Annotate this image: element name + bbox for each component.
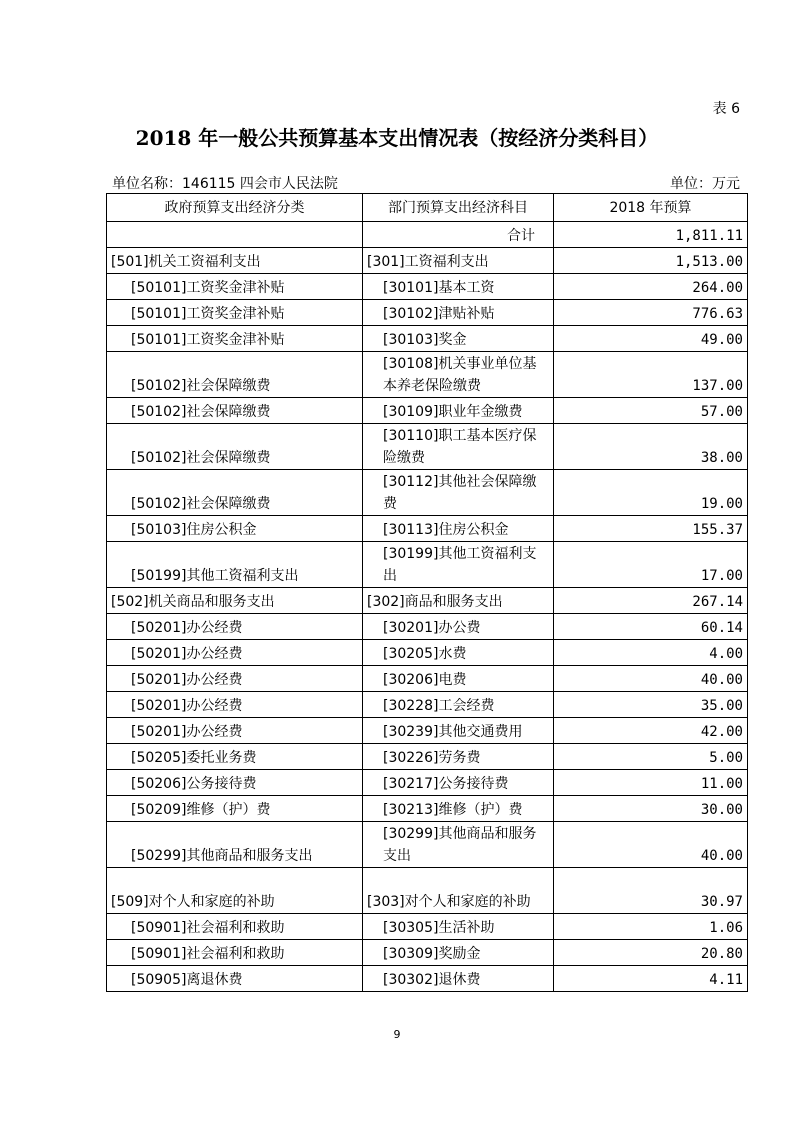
table-row xyxy=(107,588,748,614)
table-row xyxy=(107,718,748,744)
dept-item-cell: [30102]津贴补贴 xyxy=(363,300,554,326)
dept-item-cell: [30103]奖金 xyxy=(363,326,554,352)
dept-item-cell: [301]工资福利支出 xyxy=(363,248,554,274)
dept-item-cell: [30302]退休费 xyxy=(363,966,554,992)
table-row xyxy=(107,966,748,992)
table-row xyxy=(107,326,748,352)
dept-item-cell: [30205]水费 xyxy=(363,640,554,666)
budget-amount-cell: 30.97 xyxy=(554,868,748,914)
budget-amount-cell: 11.00 xyxy=(554,770,748,796)
column-header-budget: 2018 年预算 xyxy=(554,194,748,222)
table-row xyxy=(107,470,748,516)
gov-category-cell: [502]机关商品和服务支出 xyxy=(107,588,363,614)
table-row xyxy=(107,398,748,424)
dept-item-cell: [30201]办公费 xyxy=(363,614,554,640)
dept-item-cell: [30213]维修（护）费 xyxy=(363,796,554,822)
budget-amount-cell: 42.00 xyxy=(554,718,748,744)
gov-category-cell: [50102]社会保障缴费 xyxy=(107,398,363,424)
table-row xyxy=(107,744,748,770)
budget-amount-cell: 267.14 xyxy=(554,588,748,614)
gov-category-cell: [50201]办公经费 xyxy=(107,718,363,744)
table-row xyxy=(107,248,748,274)
total-label: 合计 xyxy=(363,222,554,248)
budget-amount-cell: 35.00 xyxy=(554,692,748,718)
budget-amount-cell: 30.00 xyxy=(554,796,748,822)
table-row xyxy=(107,424,748,470)
budget-amount-cell: 4.11 xyxy=(554,966,748,992)
gov-category-cell: [501]机关工资福利支出 xyxy=(107,248,363,274)
budget-amount-cell: 137.00 xyxy=(554,352,748,398)
budget-amount-cell: 155.37 xyxy=(554,516,748,542)
budget-amount-cell: 57.00 xyxy=(554,398,748,424)
budget-amount-cell: 5.00 xyxy=(554,744,748,770)
gov-category-cell: [50201]办公经费 xyxy=(107,692,363,718)
budget-amount-cell: 40.00 xyxy=(554,666,748,692)
table-row xyxy=(107,822,748,868)
dept-item-cell: [30199]其他工资福利支出 xyxy=(363,542,554,588)
dept-item-cell: [30299]其他商品和服务支出 xyxy=(363,822,554,868)
gov-category-cell: [50101]工资奖金津补贴 xyxy=(107,274,363,300)
dept-item-cell: [30228]工会经费 xyxy=(363,692,554,718)
table-row xyxy=(107,666,748,692)
dept-item-cell: [30109]职业年金缴费 xyxy=(363,398,554,424)
gov-category-cell: [50101]工资奖金津补贴 xyxy=(107,300,363,326)
gov-category-cell: [50103]住房公积金 xyxy=(107,516,363,542)
dept-item-cell: [30110]职工基本医疗保险缴费 xyxy=(363,424,554,470)
table-row xyxy=(107,796,748,822)
dept-item-cell: [30226]劳务费 xyxy=(363,744,554,770)
gov-category-cell: [50905]离退休费 xyxy=(107,966,363,992)
budget-amount-cell: 40.00 xyxy=(554,822,748,868)
gov-category-cell: [50205]委托业务费 xyxy=(107,744,363,770)
table-row xyxy=(107,770,748,796)
dept-item-cell: [30112]其他社会保障缴费 xyxy=(363,470,554,516)
dept-item-cell: [30305]生活补助 xyxy=(363,914,554,940)
budget-amount-cell: 776.63 xyxy=(554,300,748,326)
gov-category-cell: [50201]办公经费 xyxy=(107,640,363,666)
gov-category-cell: [50901]社会福利和救助 xyxy=(107,940,363,966)
table-number: 表 6 xyxy=(712,101,740,117)
unit-name: 单位名称：146115 四会市人民法院 xyxy=(112,176,338,192)
dept-item-cell: [30101]基本工资 xyxy=(363,274,554,300)
budget-amount-cell: 38.00 xyxy=(554,424,748,470)
budget-amount-cell: 4.00 xyxy=(554,640,748,666)
table-row xyxy=(107,274,748,300)
gov-category-cell: [50199]其他工资福利支出 xyxy=(107,542,363,588)
table-row xyxy=(107,542,748,588)
budget-amount-cell: 1,513.00 xyxy=(554,248,748,274)
gov-category-cell: [509]对个人和家庭的补助 xyxy=(107,868,363,914)
budget-amount-cell: 1.06 xyxy=(554,914,748,940)
budget-amount-cell: 264.00 xyxy=(554,274,748,300)
table-row xyxy=(107,868,748,914)
gov-category-cell: [50201]办公经费 xyxy=(107,614,363,640)
page-title: 2018 年一般公共预算基本支出情况表（按经济分类科目） xyxy=(135,126,659,150)
gov-category-cell: [50901]社会福利和救助 xyxy=(107,914,363,940)
table-row xyxy=(107,300,748,326)
gov-category-cell: [50206]公务接待费 xyxy=(107,770,363,796)
budget-amount-cell: 49.00 xyxy=(554,326,748,352)
gov-category-cell: [50299]其他商品和服务支出 xyxy=(107,822,363,868)
table-row xyxy=(107,352,748,398)
gov-category-cell: [50201]办公经费 xyxy=(107,666,363,692)
budget-amount-cell: 60.14 xyxy=(554,614,748,640)
budget-amount-cell: 20.80 xyxy=(554,940,748,966)
budget-amount-cell: 17.00 xyxy=(554,542,748,588)
gov-category-cell: [50102]社会保障缴费 xyxy=(107,470,363,516)
dept-item-cell: [30239]其他交通费用 xyxy=(363,718,554,744)
column-header-gov: 政府预算支出经济分类 xyxy=(107,194,363,222)
total-value: 1,811.11 xyxy=(554,222,748,248)
dept-item-cell: [30113]住房公积金 xyxy=(363,516,554,542)
budget-table xyxy=(106,193,748,992)
table-header-row xyxy=(107,194,748,222)
total-empty-cell xyxy=(107,222,363,248)
dept-item-cell: [30108]机关事业单位基本养老保险缴费 xyxy=(363,352,554,398)
dept-item-cell: [302]商品和服务支出 xyxy=(363,588,554,614)
table-row xyxy=(107,914,748,940)
table-row xyxy=(107,614,748,640)
table-row xyxy=(107,692,748,718)
page-number: 9 xyxy=(393,1028,401,1041)
gov-category-cell: [50209]维修（护）费 xyxy=(107,796,363,822)
currency-unit: 单位：万元 xyxy=(670,176,740,192)
gov-category-cell: [50102]社会保障缴费 xyxy=(107,424,363,470)
budget-amount-cell: 19.00 xyxy=(554,470,748,516)
column-header-dept: 部门预算支出经济科目 xyxy=(363,194,554,222)
total-row xyxy=(107,222,748,248)
gov-category-cell: [50102]社会保障缴费 xyxy=(107,352,363,398)
dept-item-cell: [30309]奖励金 xyxy=(363,940,554,966)
table-row xyxy=(107,516,748,542)
gov-category-cell: [50101]工资奖金津补贴 xyxy=(107,326,363,352)
dept-item-cell: [30206]电费 xyxy=(363,666,554,692)
table-row xyxy=(107,940,748,966)
dept-item-cell: [303]对个人和家庭的补助 xyxy=(363,868,554,914)
table-row xyxy=(107,640,748,666)
dept-item-cell: [30217]公务接待费 xyxy=(363,770,554,796)
